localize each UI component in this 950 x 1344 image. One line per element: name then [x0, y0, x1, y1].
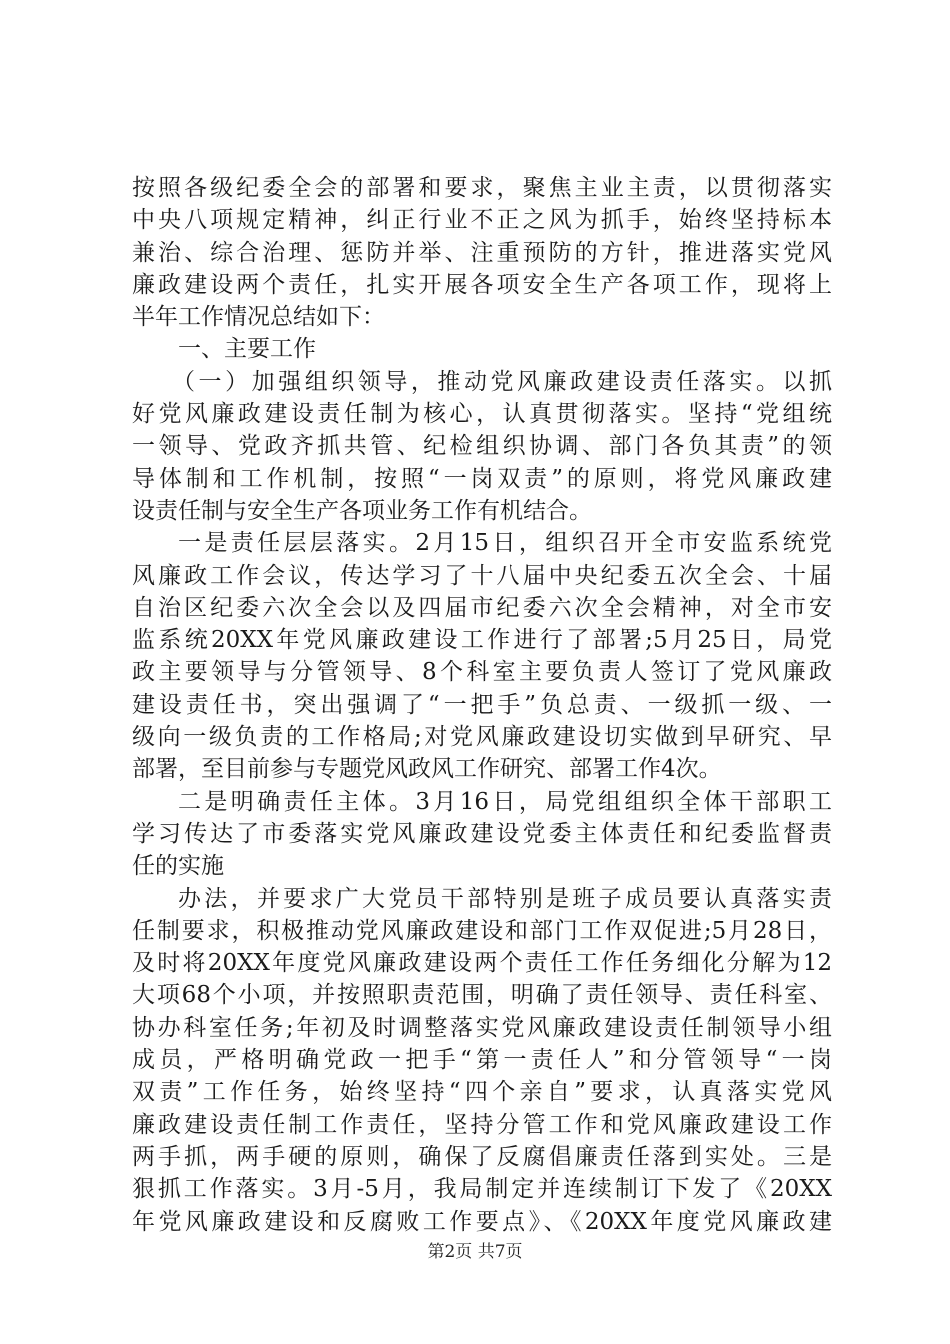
text-line: 年党风廉政建设和反腐败工作要点》、《20XX年度党风廉政建 [132, 1208, 832, 1235]
text-line: 二是明确责任主体。3月16日，局党组组织全体干部职工 [178, 788, 832, 815]
text-line: 廉政建设责任制工作责任，坚持分管工作和党风廉政建设工作 [132, 1111, 832, 1138]
text-line: 级向一级负责的工作格局;对党风廉政建设切实做到早研究、早 [132, 724, 832, 751]
text-line: 学习传达了市委落实党风廉政建设党委主体责任和纪委监督责 [132, 820, 832, 847]
text-line: 监系统20XX年党风廉政建设工作进行了部署;5月25日，局党 [132, 627, 832, 654]
text-line: 按照各级纪委全会的部署和要求，聚焦主业主责，以贯彻落实 [132, 175, 832, 201]
text-line: 半年工作情况总结如下： [132, 304, 385, 331]
text-line: 兼治、综合治理、惩防并举、注重预防的方针，推进落实党风 [132, 239, 832, 266]
text-line: 双责”工作任务，始终坚持“四个亲自”要求，认真落实党风 [132, 1079, 832, 1106]
text-line: 两手抓，两手硬的原则，确保了反腐倡廉责任落到实处。三是 [132, 1143, 832, 1170]
text-line: 狠抓工作落实。3月-5月，我局制定并连续制订下发了《20XX [132, 1176, 832, 1203]
text-line: 设责任制与安全生产各项业务工作有机结合。 [132, 497, 592, 524]
page-number-footer: 第2页 共7页 [427, 1242, 523, 1262]
text-line: 一、主要工作 [178, 336, 316, 363]
text-line: 风廉政工作会议，传达学习了十八届中央纪委五次全会、十届 [132, 562, 832, 589]
text-line: 一领导、党政齐抓共管、纪检组织协调、部门各负其责”的领 [132, 433, 832, 460]
text-line: （一）加强组织领导，推动党风廉政建设责任落实。以抓 [172, 368, 832, 395]
text-line: 导体制和工作机制，按照“一岗双责”的原则，将党风廉政建 [132, 465, 832, 492]
text-line: 大项68个小项，并按照职责范围，明确了责任领导、责任科室、 [132, 982, 832, 1009]
text-line: 成员，严格明确党政一把手“第一责任人”和分管领导“一岗 [132, 1047, 832, 1074]
text-line: 部署，至目前参与专题党风政风工作研究、部署工作4次。 [132, 756, 722, 783]
text-line: 一是责任层层落实。2月15日，组织召开全市安监系统党 [178, 530, 832, 557]
text-line: 办法，并要求广大党员干部特别是班子成员要认真落实责 [178, 885, 832, 912]
document-body [132, 172, 832, 1238]
text-line: 自治区纪委六次全会以及四届市纪委六次全会精神，对全市安 [132, 594, 832, 621]
text-line: 好党风廉政建设责任制为核心，认真贯彻落实。坚持“党组统 [132, 401, 832, 428]
text-line: 任制要求，积极推动党风廉政建设和部门工作双促进;5月28日， [132, 917, 832, 944]
text-line: 廉政建设两个责任，扎实开展各项安全生产各项工作，现将上 [132, 271, 832, 298]
text-line: 政主要领导与分管领导、8个科室主要负责人签订了党风廉政 [132, 659, 832, 686]
text-line: 及时将20XX年度党风廉政建设两个责任工作任务细化分解为12 [132, 950, 832, 977]
text-line: 中央八项规定精神，纠正行业不正之风为抓手，始终坚持标本 [132, 207, 832, 234]
text-line: 任的实施 [132, 853, 224, 880]
text-line: 协办科室任务;年初及时调整落实党风廉政建设责任制领导小组 [132, 1014, 832, 1041]
text-line: 建设责任书，突出强调了“一把手”负总责、一级抓一级、一 [132, 691, 832, 718]
